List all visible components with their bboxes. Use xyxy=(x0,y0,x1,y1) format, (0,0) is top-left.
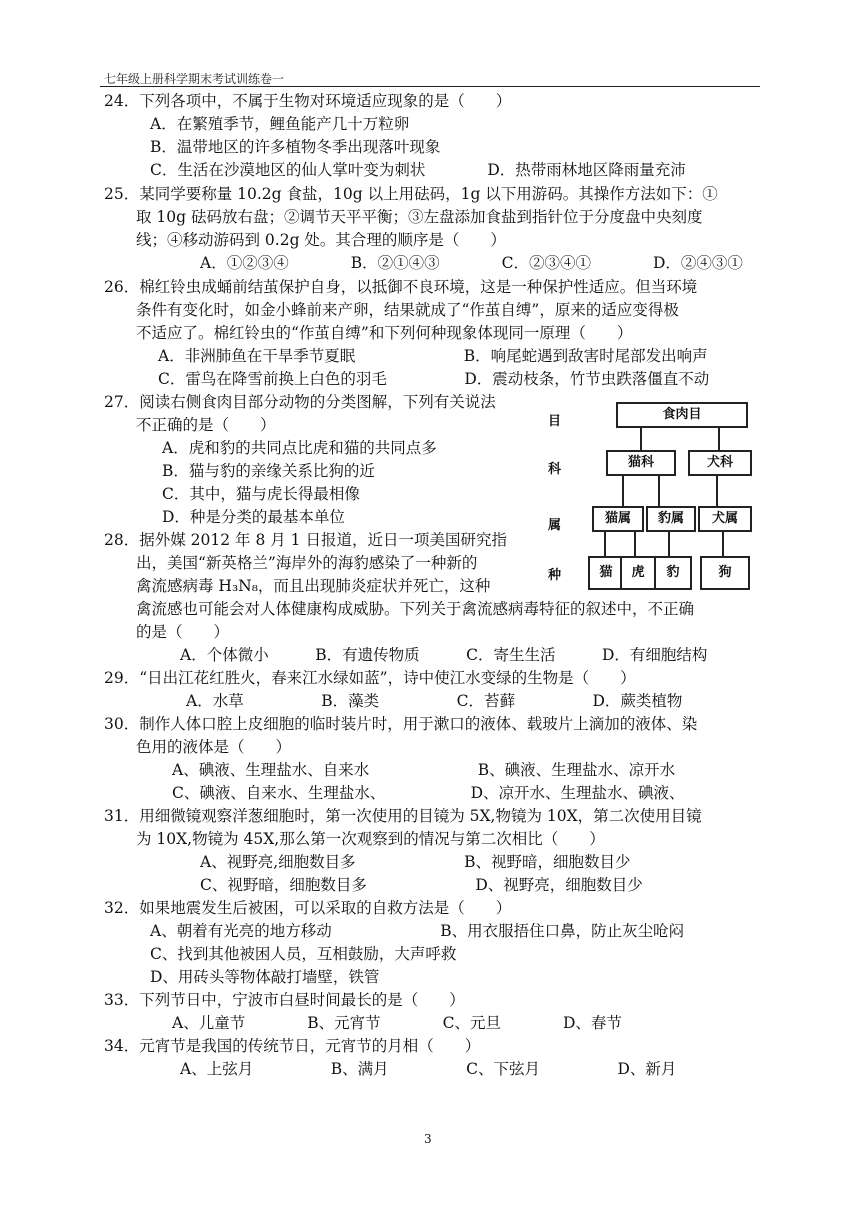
connector xyxy=(604,530,606,556)
connector xyxy=(668,530,670,556)
connector xyxy=(622,474,624,506)
connector xyxy=(718,426,720,450)
question-line: 为 10X,物镜为 45X,那么第一次观察到的情况与第二次相比（ ） xyxy=(136,830,605,848)
row-label-order: 目 xyxy=(548,414,562,429)
question-line: 禽流感也可能会对人体健康构成威胁。下列关于禽流感病毒特征的叙述中，不正确 xyxy=(136,600,695,618)
option-line: C．生活在沙漠地区的仙人掌叶变为刺状 D．热带雨林地区降雨量充沛 xyxy=(150,161,686,179)
option-line: C、碘液、自来水、生理盐水、 D、凉开水、生理盐水、碘液、 xyxy=(172,784,685,802)
option-line: D．种是分类的最基本单位 xyxy=(162,508,345,526)
option-line: A．非洲肺鱼在干旱季节夏眠 B．响尾蛇遇到敌害时尾部发出响声 xyxy=(158,347,708,365)
question-31: 31．用细微镜观察洋葱细胞时，第一次使用的目镜为 5X,物镜为 10X，第二次使用目镜 xyxy=(104,807,702,825)
option-line: A、视野亮,细胞数目多 B、视野暗，细胞数目少 xyxy=(200,853,631,871)
genus-box-dog: 犬属 xyxy=(698,506,752,532)
question-line: 禽流感病毒 H₃N₈，而且出现肺炎症状并死亡，这种 xyxy=(136,577,491,595)
row-label-family: 科 xyxy=(548,462,562,477)
option-line: A．①②③④ B．②①④③ C．②③④① D．②④③① xyxy=(200,254,743,272)
question-32: 32．如果地震发生后被困，可以采取的自救方法是（ ） xyxy=(104,899,512,917)
family-box-dog: 犬科 xyxy=(688,450,752,476)
species-box-cat: 猫 xyxy=(588,556,624,590)
question-25: 25．某同学要称量 10.2g 食盐，10g 以上用砝码，1g 以下用游码。其操作方法如下：① xyxy=(104,185,718,203)
option-line: A．个体微小 B．有遗传物质 C．寄生生活 D．有细胞结构 xyxy=(180,646,708,664)
row-label-species: 种 xyxy=(548,568,562,583)
option-line: A、朝着有光亮的地方移动 B、用衣服捂住口鼻，防止灰尘呛闷 xyxy=(150,922,685,940)
question-26: 26．棉红铃虫成蛹前结茧保护自身，以抵御不良环境，这是一种保护性适应。但当环境 xyxy=(104,278,698,296)
question-24: 24．下列各项中，不属于生物对环境适应现象的是（ ） xyxy=(104,92,512,110)
question-line: 色用的液体是（ ） xyxy=(136,738,292,756)
question-line: 的是（ ） xyxy=(136,623,230,641)
header-rule xyxy=(100,86,760,87)
question-line: 取 10g 砝码放右盘；②调节天平平衡；③左盘添加食盐到指针位于分度盘中央刻度 xyxy=(136,208,703,226)
option-line: B．温带地区的许多植物冬季出现落叶现象 xyxy=(150,138,441,156)
option-line: D、用砖头等物体敲打墙壁，铁管 xyxy=(150,968,380,986)
option-line: C、找到其他被困人员，互相鼓励，大声呼救 xyxy=(150,945,457,963)
question-line: 不适应了。棉红铃虫的“作茧自缚”和下列何种现象体现同一原理（ ） xyxy=(136,324,633,342)
genus-box-cat: 猫属 xyxy=(592,506,644,532)
question-line: 出，美国“新英格兰”海岸外的海豹感染了一种新的 xyxy=(136,554,478,572)
question-30: 30．制作人体口腔上皮细胞的临时装片时，用于漱口的液体、载玻片上滴加的液体、染 xyxy=(104,715,698,733)
option-line: C、视野暗，细胞数目多 D、视野亮，细胞数目少 xyxy=(200,876,643,894)
option-line: A．在繁殖季节，鲤鱼能产几十万粒卵 xyxy=(150,115,410,133)
species-box-tiger: 虎 xyxy=(620,556,656,590)
question-34: 34．元宵节是我国的传统节日，元宵节的月相（ ） xyxy=(104,1037,481,1055)
option-line: A、上弦月 B、满月 C、下弦月 D、新月 xyxy=(180,1060,677,1078)
genus-box-leopard: 豹属 xyxy=(646,506,696,532)
connector xyxy=(640,426,642,450)
option-line: A、碘液、生理盐水、自来水 B、碘液、生理盐水、凉开水 xyxy=(172,761,676,779)
connector xyxy=(658,474,660,506)
row-label-genus: 属 xyxy=(548,518,562,533)
question-line: 线；④移动游码到 0.2g 处。其合理的顺序是（ ） xyxy=(136,231,506,249)
question-27: 27．阅读右侧食肉目部分动物的分类图解，下列有关说法 xyxy=(104,393,496,411)
question-line: 不正确的是（ ） xyxy=(136,416,276,434)
classification-diagram xyxy=(548,402,758,592)
option-line: C．其中，猫与虎长得最相像 xyxy=(162,485,360,503)
species-box-leopard: 豹 xyxy=(654,556,692,590)
option-line: C．雷鸟在降雪前换上白色的羽毛 D．震动枝条，竹节虫跌落僵直不动 xyxy=(158,370,710,388)
family-box-cat: 猫科 xyxy=(606,450,676,476)
question-29: 29．“日出江花红胜火，春来江水绿如蓝”，诗中使江水变绿的生物是（ ） xyxy=(104,669,636,687)
species-box-dog: 狗 xyxy=(700,556,750,590)
option-line: A．水草 B．藻类 C．苔藓 D．蕨类植物 xyxy=(186,692,683,710)
option-line: A、儿童节 B、元宵节 C、元旦 D、春节 xyxy=(172,1014,622,1032)
page-number: 3 xyxy=(424,1132,432,1146)
question-line: 条件有变化时，如金小蜂前来产卵，结果就成了“作茧自缚”，原来的适应变得极 xyxy=(136,301,679,319)
connector xyxy=(716,474,718,506)
connector xyxy=(634,530,636,556)
order-box: 食肉目 xyxy=(616,402,748,428)
option-line: B．猫与豹的亲缘关系比狗的近 xyxy=(162,462,375,480)
question-33: 33．下列节日中，宁波市白昼时间最长的是（ ） xyxy=(104,991,465,1009)
option-line: A．虎和豹的共同点比虎和猫的共同点多 xyxy=(162,439,437,457)
connector xyxy=(722,530,724,556)
header-title: 七年级上册科学期末考试训练卷一 xyxy=(104,72,285,86)
question-28: 28．据外媒 2012 年 8 月 1 日报道，近日一项美国研究指 xyxy=(104,531,507,549)
